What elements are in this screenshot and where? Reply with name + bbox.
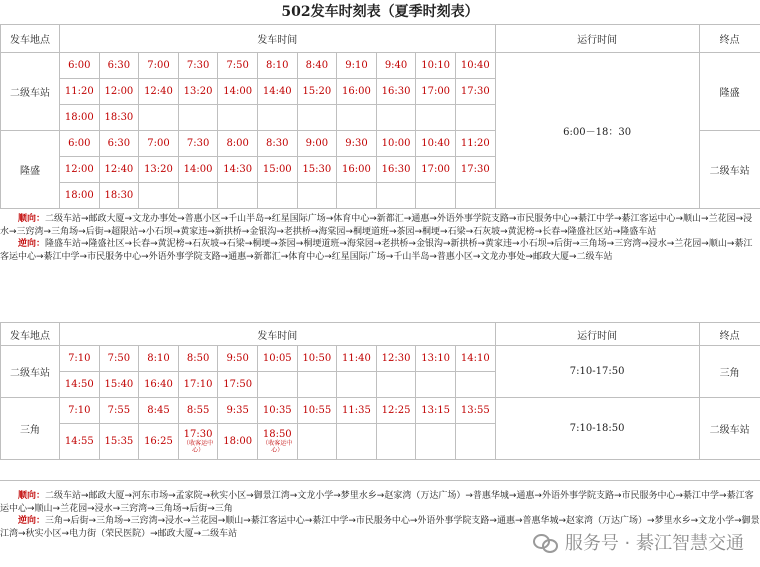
departure-time-cell [337, 183, 377, 209]
watermark [533, 529, 744, 555]
departure-time-cell: 16:00 [337, 157, 377, 183]
departure-time-cell: 12:25 [376, 398, 416, 424]
header-origin: 发车地点 [1, 323, 60, 346]
departure-time-cell: 9:30 [337, 131, 377, 157]
departure-time-cell: 16:40 [139, 372, 179, 398]
departure-time-cell: 11:40 [337, 346, 377, 372]
departure-time-cell: 12:00 [60, 157, 100, 183]
header-depart-time: 发车时间 [60, 25, 496, 53]
departure-time-cell: 17:00 [416, 79, 456, 105]
departure-time-cell: 15:40 [99, 372, 139, 398]
departure-time-cell: 12:00 [99, 79, 139, 105]
departure-time-cell: 11:35 [337, 398, 377, 424]
departure-time-cell: 6:30 [99, 53, 139, 79]
departure-time-cell: 7:30 [178, 53, 218, 79]
departure-time-cell [257, 183, 297, 209]
terminal-cell: 三角 [699, 346, 760, 398]
departure-time-cell: 16:00 [337, 79, 377, 105]
departure-time-cell: 18:30 [99, 105, 139, 131]
departure-time-cell: 15:35 [99, 424, 139, 460]
departure-time-cell: 10:10 [416, 53, 456, 79]
origin-cell: 二级车站 [1, 346, 60, 398]
departure-time-cell [178, 183, 218, 209]
departure-time-cell: 7:10 [60, 398, 100, 424]
departure-time-cell [337, 424, 377, 460]
departure-time-cell: 10:40 [416, 131, 456, 157]
departure-time-cell: 10:50 [297, 346, 337, 372]
departure-time-cell [376, 424, 416, 460]
header-terminal: 终点 [699, 25, 760, 53]
header-run-time: 运行时间 [495, 323, 699, 346]
departure-time-cell: 6:00 [60, 53, 100, 79]
departure-time-cell: 16:30 [376, 79, 416, 105]
departure-time-cell: 6:30 [99, 131, 139, 157]
departure-time-cell: 18:00 [60, 183, 100, 209]
departure-time-cell: 7:50 [218, 53, 258, 79]
origin-cell: 二级车站 [1, 53, 60, 131]
departure-time-cell [455, 183, 495, 209]
departure-time-cell [376, 183, 416, 209]
reverse-route-stops: 三角→后街→三角场→三窍湾→浸水→兰花园→顺山→綦江客运中心→綦江中学→市民服务中心→外语外事学院支路→通惠→普惠华城→赵家湾（万达广场）→梦里水乡→文龙小学→御景江湾→秋实小区→电力街（荣民医院）→邮政大厦→二级车站 [0, 516, 760, 539]
passenger-center-note: （收客运中心） [262, 440, 293, 454]
departure-time-cell: 8:55 [178, 398, 218, 424]
departure-time-cell: 9:00 [297, 131, 337, 157]
departure-time-cell: 18:30 [99, 183, 139, 209]
departure-time-cell: 15:30 [297, 157, 337, 183]
departure-time-cell: 10:40 [455, 53, 495, 79]
departure-time-cell: 7:55 [99, 398, 139, 424]
departure-time-cell [218, 183, 258, 209]
departure-time-cell [376, 372, 416, 398]
departure-time-cell: 8:50 [178, 346, 218, 372]
departure-time-cell: 12:30 [376, 346, 416, 372]
departure-time-cell [178, 105, 218, 131]
departure-time-cell: 14:10 [455, 346, 495, 372]
departure-time-cell: 11:20 [455, 131, 495, 157]
reverse-direction-label: 逆向： [18, 516, 46, 526]
departure-time-cell: 11:20 [60, 79, 100, 105]
departure-time-cell [337, 105, 377, 131]
departure-time-cell: 8:10 [139, 346, 179, 372]
departure-time-cell: 10:35 [257, 398, 297, 424]
departure-time-cell: 17:30 （收客运中心） [178, 424, 218, 460]
departure-time-cell: 8:45 [139, 398, 179, 424]
wechat-icon [533, 532, 559, 552]
departure-time-cell [297, 372, 337, 398]
terminal-cell: 隆盛 [699, 53, 760, 131]
departure-time-cell: 18:00 [60, 105, 100, 131]
departure-time-cell: 13:10 [416, 346, 456, 372]
departure-time-cell [416, 183, 456, 209]
departure-time-cell [416, 105, 456, 131]
departure-time-cell: 14:30 [218, 157, 258, 183]
timetable-summer-1 [0, 24, 760, 209]
departure-time-cell: 17:30 [455, 79, 495, 105]
departure-time-cell [139, 105, 179, 131]
departure-time-cell: 6:00 [60, 131, 100, 157]
run-time-cell: 7:10-17:50 [495, 346, 699, 398]
passenger-center-note: （收客运中心） [183, 440, 214, 454]
departure-time-cell [416, 424, 456, 460]
departure-time-cell: 14:55 [60, 424, 100, 460]
departure-time-cell: 7:30 [178, 131, 218, 157]
departure-time-cell: 17:10 [178, 372, 218, 398]
departure-time-cell: 10:55 [297, 398, 337, 424]
departure-time-cell [257, 105, 297, 131]
timetable-summer-2 [0, 322, 760, 460]
departure-time-cell: 9:10 [337, 53, 377, 79]
departure-time-cell [455, 424, 495, 460]
terminal-cell: 二级车站 [699, 131, 760, 209]
departure-time-cell: 14:50 [60, 372, 100, 398]
departure-time-cell [297, 183, 337, 209]
departure-time-cell: 13:55 [455, 398, 495, 424]
departure-time-cell: 17:30 [455, 157, 495, 183]
departure-time-cell [297, 105, 337, 131]
departure-time-cell: 16:25 [139, 424, 179, 460]
departure-time-cell: 10:00 [376, 131, 416, 157]
departure-time-cell: 7:00 [139, 131, 179, 157]
forward-direction-label: 顺向： [18, 491, 46, 501]
departure-time-cell: 7:00 [139, 53, 179, 79]
departure-time-cell: 8:10 [257, 53, 297, 79]
origin-cell: 三角 [1, 398, 60, 460]
departure-time-cell: 15:20 [297, 79, 337, 105]
run-time-cell: 6:00－18：30 [495, 53, 699, 209]
departure-time-cell: 14:00 [178, 157, 218, 183]
departure-time-cell [139, 183, 179, 209]
page-title: 502发车时刻表（夏季时刻表） [281, 4, 479, 20]
departure-time-cell: 8:30 [257, 131, 297, 157]
reverse-route-stops: 隆盛车站→隆盛社区→长春→黄泥榜→石灰坡→石梁→桐埂→茶园→桐埂道班→海棠园→老拱桥→金银沟→新拱桥→黄家违→小石坝→后街→三角场→三窍湾→浸水→兰花园→顺山→綦江客运中心→綦江中学→市民服务中心→外语外事学院支路→通惠→新都汇→体育中心→红星国际广场→千山半岛→普惠小区→文龙办事处→邮政大厦→二级车站 [0, 239, 753, 262]
departure-time-cell: 7:10 [60, 346, 100, 372]
departure-time-cell: 18:00 [218, 424, 258, 460]
departure-time-cell [376, 105, 416, 131]
departure-time-cell: 15:00 [257, 157, 297, 183]
origin-cell: 隆盛 [1, 131, 60, 209]
departure-time-cell: 16:30 [376, 157, 416, 183]
departure-time-cell [416, 372, 456, 398]
departure-time-cell [257, 372, 297, 398]
departure-time-cell: 9:40 [376, 53, 416, 79]
departure-time-cell: 8:00 [218, 131, 258, 157]
departure-time-cell: 12:40 [99, 157, 139, 183]
departure-time-cell: 13:20 [178, 79, 218, 105]
departure-time-cell: 10:05 [257, 346, 297, 372]
departure-time-cell: 9:50 [218, 346, 258, 372]
departure-time-cell: 13:15 [416, 398, 456, 424]
departure-time-cell: 8:40 [297, 53, 337, 79]
departure-time-cell: 14:00 [218, 79, 258, 105]
terminal-cell: 二级车站 [699, 398, 760, 460]
header-terminal: 终点 [699, 323, 760, 346]
run-time-cell: 7:10-18:50 [495, 398, 699, 460]
header-origin: 发车地点 [1, 25, 60, 53]
header-run-time: 运行时间 [495, 25, 699, 53]
departure-time-cell: 12:40 [139, 79, 179, 105]
departure-time-cell: 18:50 （收客运中心） [257, 424, 297, 460]
header-depart-time: 发车时间 [60, 323, 496, 346]
forward-route-stops: 二级车站→邮政大厦→文龙办事处→普惠小区→千山半岛→红星国际广场→体育中心→新都汇→通惠→外语外事学院支路→市民服务中心→綦江中学→綦江客运中心→顺山→兰花园→浸水→三窍湾→三角场→后街→超限站→小石坝→黄家违→新拱桥→金银沟→老拱桥→海棠园→桐埂道班→茶园→桐埂→石梁→石灰坡→黄泥榜→长春→隆盛社区站→隆盛车站 [0, 214, 753, 237]
forward-route-stops: 二级车站→邮政大厦→河东市场→孟家院→秋实小区→御景江湾→文龙小学→梦里水乡→赵家湾（万达广场）→普惠华城→通惠→外语外事学院支路→市民服务中心→綦江中学→綦江客运中心→顺山→兰花园→浸水→三窍湾→三角场→后街→三角 [0, 491, 754, 514]
departure-time-cell [455, 372, 495, 398]
departure-time-cell: 17:50 [218, 372, 258, 398]
forward-direction-label: 顺向： [18, 214, 46, 224]
departure-time-cell: 9:35 [218, 398, 258, 424]
departure-time-cell [455, 105, 495, 131]
departure-time-cell: 14:40 [257, 79, 297, 105]
departure-time-cell: 17:00 [416, 157, 456, 183]
route-description-1 [0, 213, 760, 263]
departure-time-cell [297, 424, 337, 460]
reverse-direction-label: 逆向： [18, 239, 46, 249]
departure-time-cell [218, 105, 258, 131]
departure-time-cell [337, 372, 377, 398]
watermark-text: 服务号 · 綦江智慧交通 [564, 533, 744, 554]
departure-time-cell: 7:50 [99, 346, 139, 372]
departure-time-cell: 13:20 [139, 157, 179, 183]
